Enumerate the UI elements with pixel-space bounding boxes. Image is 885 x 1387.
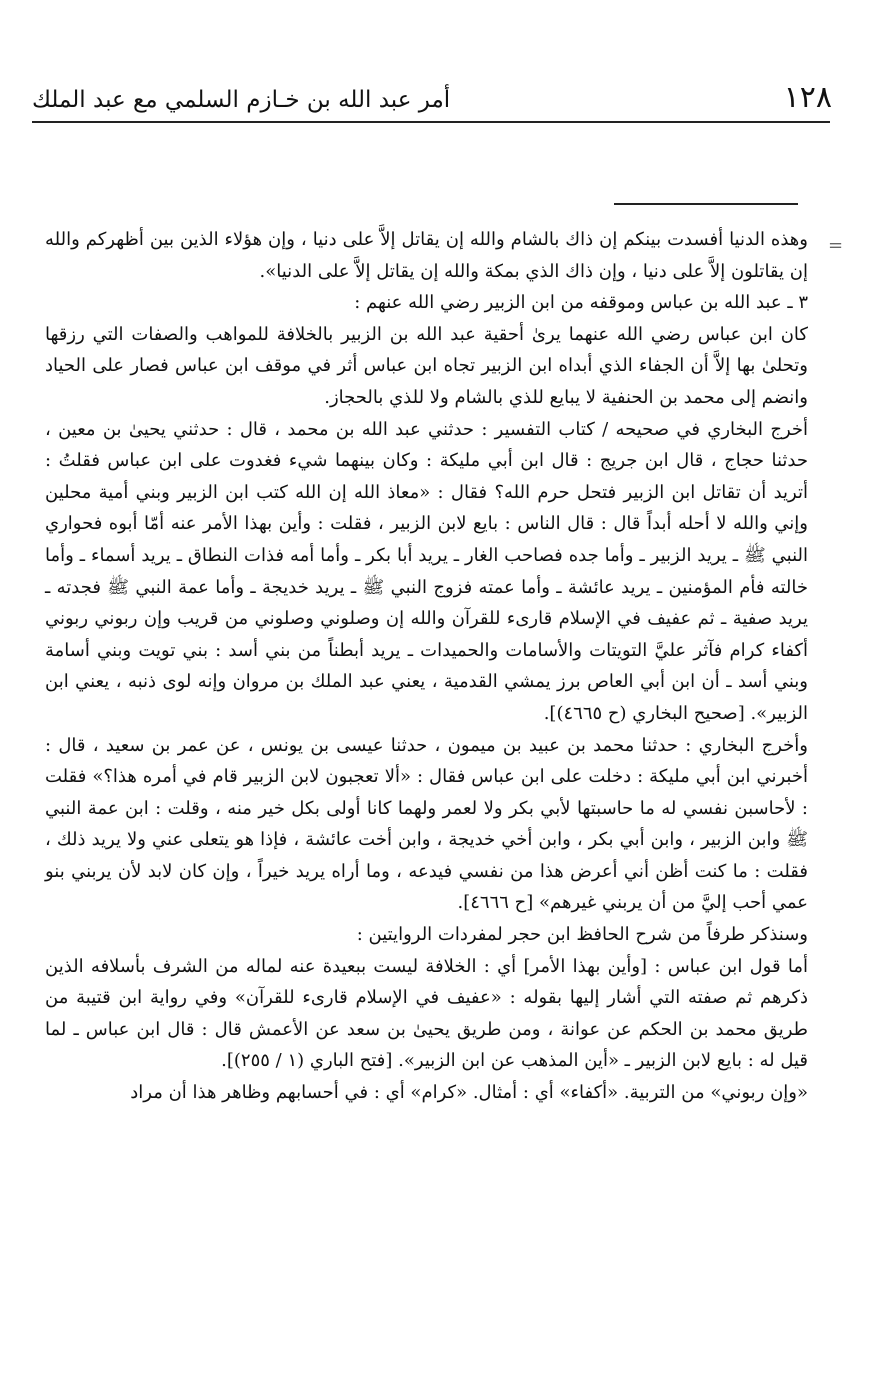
separator-rule bbox=[614, 203, 798, 205]
page-body bbox=[45, 224, 808, 1109]
page-header bbox=[32, 80, 832, 120]
page-number: ١٢٨ bbox=[783, 80, 832, 115]
running-title: أمر عبد الله بن خـازم السلمي مع عبد الملك bbox=[32, 87, 451, 113]
paragraph-continuation: وهذه الدنيا أفسدت بينكم إن ذاك بالشام والله إن يقاتل إلاَّ على دنيا ، وإن هؤلاء الذين بين أظهركم والله إن يقاتلون إلاَّ على دنيا ، وإن ذاك الذي بمكة والله إن يقاتل إلاَّ على الدنيا». bbox=[45, 229, 808, 282]
header-rule bbox=[32, 121, 830, 123]
paragraph: أخرج البخاري في صحيحه / كتاب التفسير : حدثني عبد الله بن محمد ، قال : حدثني يحيىٰ بن معين ، حدثنا حجاج ، قال ابن جريج : قال ابن أبي مليكة : وكان بينهما شيء فغدوت على ابن عباس فقلتُ : أتريد أن تقاتل ابن الزبير فتحل حرم الله؟ فقال : «معاذ الله إن الله كتب ابن الزبير وبني أمية محلين وإني والله لا أحله أبداً قال : قال الناس : بايع لابن الزبير ، فقلت : وأين بهذا الأمر عنه أمّا أبوه فحواري النبي ﷺ ـ يريد الزبير ـ وأما جده فصاحب الغار ـ يريد أبا بكر ـ وأما أمه فذات النطاق ـ يريد أسماء ـ وأما خالته فأم المؤمنين ـ يريد عائشة ـ وأما عمته فزوج النبي ﷺ ـ يريد خديجة ـ وأما عمة النبي ﷺ فجدته ـ يريد صفية ـ ثم عفيف في الإسلام قارىء للقرآن والله إن وصلوني وصلوني من قريب وإن ربوني ربوني أكفاء كرام فآثر عليَّ التويتات والأسامات والحميدات ـ يريد أبطناً من بني أسد : بني تويت وبني أسامة وبني أسد ـ أن ابن أبي العاص برز يمشي القدمية ، يعني عبد الملك بن مروان وإنه لوى ذنبه ، يعني ابن الزبير». [صحيح البخاري (ح ٤٦٦٥)]. bbox=[45, 418, 808, 724]
paragraph: وأخرج البخاري : حدثنا محمد بن عبيد بن ميمون ، حدثنا عيسى بن يونس ، عن عمر بن سعيد ، قال : أخبرني ابن أبي مليكة : دخلت على ابن عباس فقال : «ألا تعجبون لابن الزبير قام في أمره هذا؟» فقلت : لأحاسبن نفسي له ما حاسبتها لأبي بكر ولا لعمر ولهما كانا أولى بكل خير منه ، وقلت : ابن عمة النبي ﷺ وابن الزبير ، وابن أبي بكر ، وابن أخي خديجة ، وابن أخت عائشة ، فإذا هو يتعلى عني ولا يريد ذلك ، فقلت : ما كنت أظن أني أعرض هذا من نفسي فيدعه ، وما أراه يريد خيراً ، وإن كان لابد لأن يربني بنو عمي أحب إليَّ من أن يربني غيرهم» [ح ٤٦٦٦]. bbox=[45, 734, 809, 914]
section-heading: ٣ ـ عبد الله بن عباس وموقفه من ابن الزبير رضي الله عنهم : bbox=[354, 292, 808, 314]
paragraph: «وإن ربوني» من التربية. «أكفاء» أي : أمثال. «كرام» أي : في أحسابهم وظاهر هذا أن مراد bbox=[130, 1082, 808, 1104]
paragraph: أما قول ابن عباس : [وأين بهذا الأمر] أي : الخلافة ليست ببعيدة عنه لماله من الشرف بأسلافه الذين ذكرهم ثم صفته التي أشار إليها بقوله : «عفيف في الإسلام قارىء للقرآن» وفي رواية ابن قتيبة من طريق محمد بن الحكم عن عوانة ، ومن طريق يحيىٰ بن سعد عن الأعمش قال : قال ابن عباس ـ لما قيل له : بايع لابن الزبير ـ «أين المذهب عن ابن الزبير». [فتح الباري (١ / ٢٥٥)]. bbox=[45, 955, 808, 1072]
paragraph: وسنذكر طرفاً من شرح الحافظ ابن حجر لمفردات الروايتين : bbox=[356, 924, 808, 946]
paragraph: كان ابن عباس رضي الله عنهما يرىٰ أحقية عبد الله بن الزبير بالخلافة للمواهب والصفات التي رزقها وتحلىٰ بها إلاَّ أن الجفاء الذي أبداه ابن الزبير تجاه ابن عباس أثر في موقف ابن عباس فصار على الحياد وانضم إلى محمد بن الحنفية لا يبايع للذي بالشام ولا للذي بالحجاز. bbox=[45, 323, 808, 408]
margin-mark: = bbox=[828, 235, 844, 256]
